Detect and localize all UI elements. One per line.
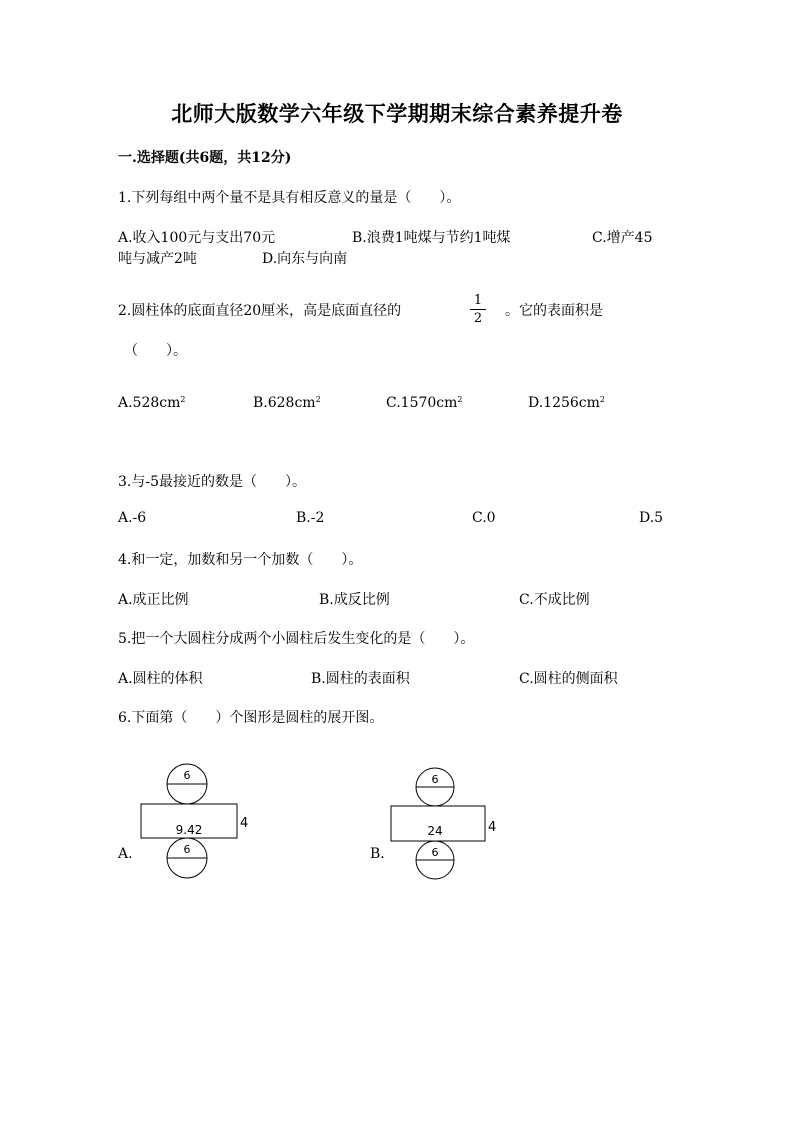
- question-3-option-a: A.-6: [118, 510, 147, 526]
- question-3-option-d: D.5: [639, 510, 664, 526]
- figure-b-width-label: 24: [427, 824, 443, 838]
- question-5-option-a: A.圆柱的体积: [118, 671, 203, 687]
- question-5-stem: 5.把一个大圆柱分成两个小圆柱后发生变化的是（ ）。: [118, 631, 475, 647]
- question-4-option-a: A.成正比例: [118, 592, 189, 608]
- question-2-stem-line2: （ ）。: [124, 343, 187, 359]
- question-4-option-c: C.不成比例: [519, 592, 590, 608]
- fraction-numerator: 1: [473, 293, 483, 308]
- question-2-option-a: $A.528cm^2$: [118, 395, 186, 411]
- question-4-stem: 4.和一定，加数和另一个加数（ ）。: [118, 552, 363, 568]
- question-1-option-d: D.向东与向南: [262, 251, 348, 267]
- figure-a-label: A.: [118, 846, 133, 862]
- question-4-option-b: B.成反比例: [319, 592, 390, 608]
- figure-b-bottom-label: 6: [431, 846, 439, 859]
- question-5-option-b: B.圆柱的表面积: [311, 671, 410, 687]
- figure-b-top-label: 6: [431, 773, 439, 786]
- question-2-stem: 2.圆柱体的底面直径20厘米，高是底面直径的: [118, 303, 402, 319]
- figure-a-cylinder-net: [136, 760, 256, 886]
- figure-a-top-label: 6: [183, 769, 191, 782]
- figure-a-height-label: 4: [240, 816, 249, 831]
- figure-b-height-label: 4: [488, 820, 497, 835]
- question-1-option-c: C.增产45: [592, 230, 653, 246]
- figure-b-cylinder-net: [388, 766, 508, 886]
- section-heading: 一.选择题(共6题，共12分): [118, 150, 292, 166]
- question-1-option-c-continued: 吨与减产2吨: [118, 251, 197, 267]
- figure-a-bottom-label: 6: [183, 843, 191, 856]
- question-2-stem-after: 。它的表面积是: [505, 303, 603, 319]
- question-6-stem: 6.下面第（ ）个图形是圆柱的展开图。: [118, 710, 384, 726]
- question-3-option-c: C.0: [472, 510, 496, 526]
- question-1-stem: 1.下列每组中两个量不是具有相反意义的量是（ ）。: [118, 190, 461, 206]
- question-1-option-b: B.浪费1吨煤与节约1吨煤: [352, 230, 511, 246]
- page-title: 北师大版数学六年级下学期期末综合素养提升卷: [171, 101, 623, 126]
- question-2-option-c: $C.1570cm^2$: [386, 395, 463, 411]
- question-1-option-a: A.收入100元与支出70元: [118, 230, 276, 246]
- question-2-option-d: $D.1256cm^2$: [528, 395, 606, 411]
- question-2-option-b: $B.628cm^2$: [253, 395, 321, 411]
- fraction-one-half: [470, 293, 486, 326]
- fraction-denominator: 2: [473, 311, 483, 326]
- fraction-bar: [470, 309, 486, 310]
- figure-a-width-label: 9.42: [175, 823, 203, 837]
- question-3-stem: 3.与-5最接近的数是（ ）。: [118, 474, 306, 490]
- question-3-option-b: B.-2: [296, 510, 325, 526]
- figure-b-label: B.: [370, 846, 385, 862]
- question-5-option-c: C.圆柱的侧面积: [519, 671, 618, 687]
